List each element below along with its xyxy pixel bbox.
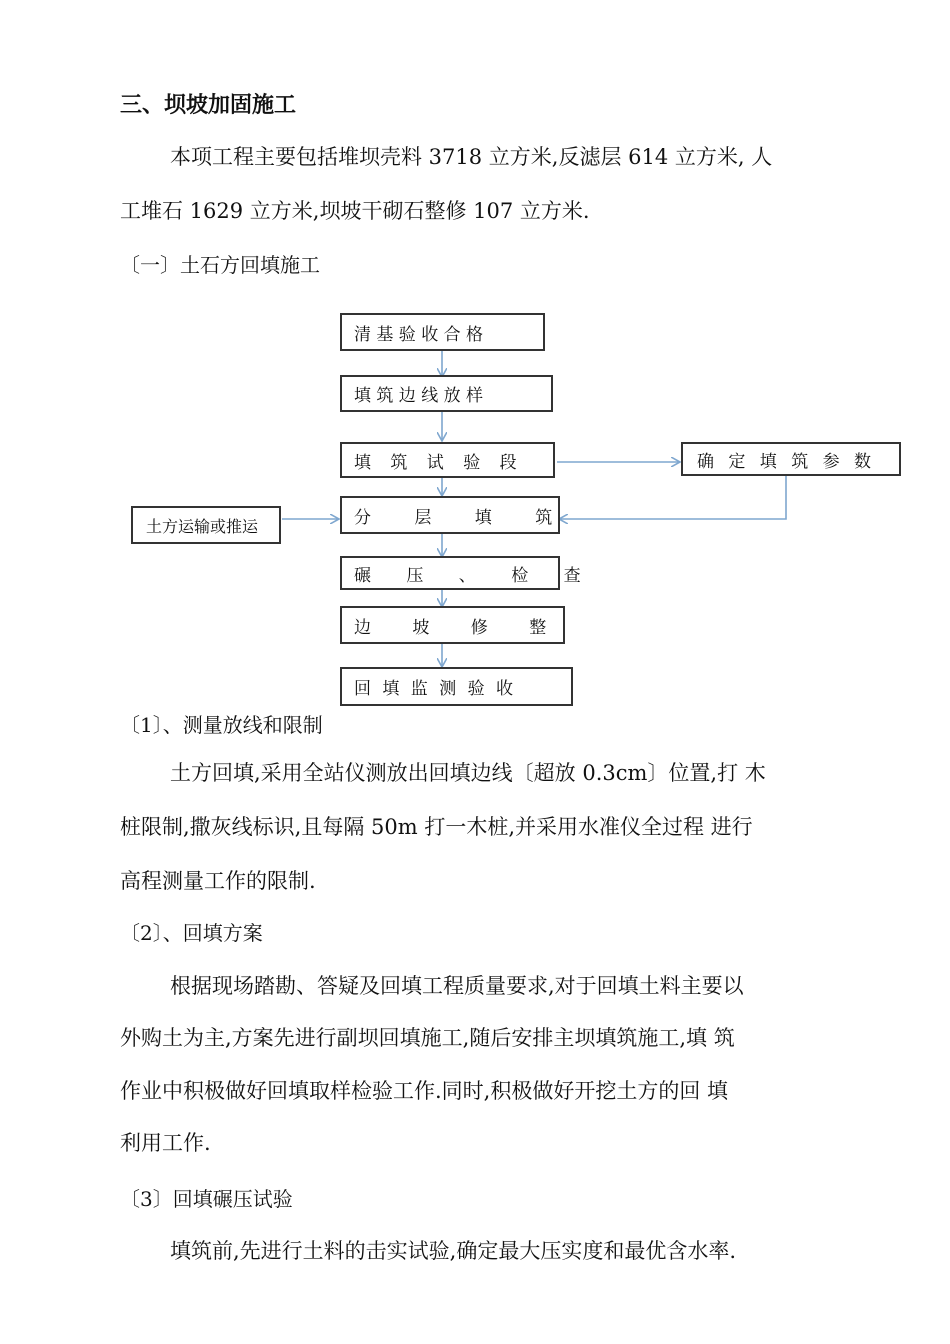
flow-step-6: 边 坡 修 整: [340, 606, 565, 644]
arrow-params-4: [560, 476, 786, 519]
flow-side-params: 确 定 填 筑 参 数: [681, 442, 901, 476]
item-1-line-1: 土方回填,采用全站仪测放出回填边线〔超放 0.3cm〕位置,打 木: [170, 761, 766, 785]
item-2-line-4: 利用工作.: [120, 1131, 211, 1155]
item-2-line-2: 外购土为主,方案先进行副坝回填施工,随后安排主坝填筑施工,填 筑: [120, 1026, 735, 1050]
subsection-1-title: 〔一〕土石方回填施工: [120, 253, 320, 277]
item-3-line-1: 填筑前,先进行土料的击实试验,确定最大压实度和最优含水率.: [170, 1239, 737, 1263]
item-2-line-3: 作业中积极做好回填取样检验工作.同时,积极做好开挖土方的回 填: [120, 1079, 729, 1103]
intro-line-2: 工堆石 1629 立方米,坝坡干砌石整修 107 立方米.: [120, 199, 590, 223]
item-2-line-1: 根据现场踏勘、答疑及回填工程质量要求,对于回填土料主要以: [170, 974, 744, 998]
flow-step-1: 清 基 验 收 合 格: [340, 313, 545, 351]
flow-step-3: 填 筑 试 验 段: [340, 442, 555, 478]
flow-step-5: 碾 压 、 检 查: [340, 556, 560, 590]
item-1-line-2: 桩限制,撒灰线标识,且每隔 50m 打一木桩,并采用水准仪全过程 进行: [120, 815, 753, 839]
section-title: 三、坝坡加固施工: [120, 92, 297, 118]
intro-line-1: 本项工程主要包括堆坝壳料 3718 立方米,反滤层 614 立方米, 人: [170, 145, 773, 169]
flow-step-4: 分 层 填 筑: [340, 496, 560, 534]
item-1-title: 〔1〕、测量放线和限制: [120, 713, 323, 737]
item-1-line-3: 高程测量工作的限制.: [120, 869, 316, 893]
flow-side-transport: 土方运输或推运: [131, 506, 281, 544]
item-2-title: 〔2〕、回填方案: [120, 921, 263, 945]
flow-step-2: 填 筑 边 线 放 样: [340, 375, 553, 412]
flow-step-7: 回 填 监 测 验 收: [340, 667, 573, 706]
item-3-title: 〔3〕回填碾压试验: [120, 1187, 293, 1211]
